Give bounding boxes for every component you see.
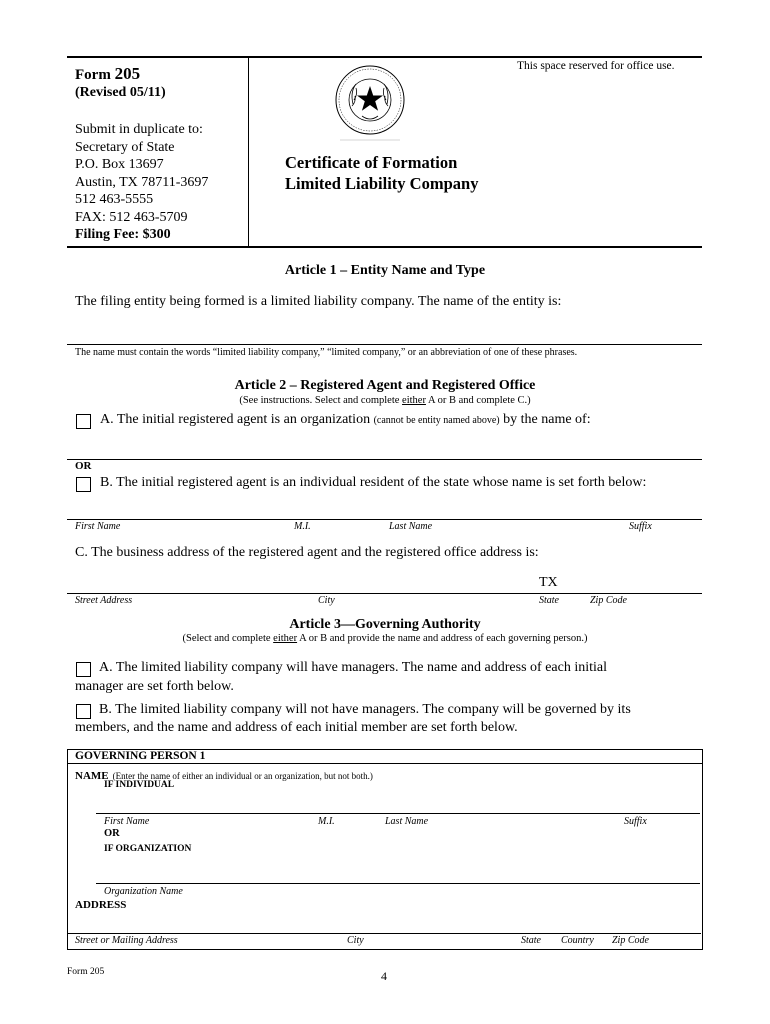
subheading-post: A or B and complete C.) bbox=[425, 395, 531, 406]
zip-label: Zip Code bbox=[590, 595, 627, 606]
subheading-pre: (Select and complete bbox=[182, 633, 274, 644]
entity-name-field[interactable] bbox=[67, 344, 702, 345]
address-line: 512 463-5555 bbox=[75, 192, 154, 207]
registered-address-field[interactable] bbox=[67, 593, 702, 594]
option-a-end: by the name of: bbox=[503, 412, 591, 427]
subheading-either: either bbox=[402, 395, 426, 406]
form-title bbox=[285, 152, 478, 194]
option-a-text bbox=[100, 412, 591, 428]
option-a-paren: (cannot be entity named above) bbox=[373, 415, 500, 426]
city-label: City bbox=[318, 595, 335, 606]
governing-person-title: GOVERNING PERSON 1 bbox=[75, 750, 206, 762]
form-number: 205 bbox=[114, 64, 141, 83]
gp-address-field[interactable] bbox=[68, 933, 701, 934]
state-value: TX bbox=[539, 575, 558, 590]
gp-or-label: OR bbox=[104, 828, 120, 839]
address-line: FAX: 512 463-5709 bbox=[75, 209, 188, 225]
gp-last-name-label: Last Name bbox=[385, 816, 429, 827]
mi-label: M.I. bbox=[294, 521, 311, 532]
office-use-note: This space reserved for office use. bbox=[517, 60, 675, 72]
agent-individual-checkbox[interactable] bbox=[76, 477, 91, 492]
gp-suffix-label: Suffix bbox=[624, 816, 647, 827]
filing-fee: Filing Fee: $300 bbox=[75, 227, 171, 242]
article2-subheading bbox=[0, 395, 770, 406]
article3-heading: Article 3—Governing Authority bbox=[289, 617, 481, 632]
gp-city-label: City bbox=[347, 935, 364, 946]
if-organization-label: IF ORGANIZATION bbox=[104, 844, 192, 854]
subheading-either: either bbox=[273, 633, 298, 644]
first-name-label: First Name bbox=[75, 521, 121, 532]
subheading-post: A or B and provide the name and address of each governing person.) bbox=[297, 633, 588, 644]
gp-country-label: Country bbox=[561, 935, 594, 946]
article2-heading: Article 2 – Registered Agent and Registered Office bbox=[234, 378, 536, 393]
gp-street-label: Street or Mailing Address bbox=[75, 935, 178, 946]
article1-note: The name must contain the words “limited liability company,” “limited company,” or an abbreviation of one of these phrases. bbox=[75, 347, 578, 358]
name-label: NAME bbox=[75, 770, 109, 782]
gp-zip-label: Zip Code bbox=[612, 935, 649, 946]
gp-mi-label: M.I. bbox=[318, 816, 335, 827]
page-number: 4 bbox=[381, 969, 387, 983]
option-a-line1: A. The limited liability company will have managers. The name and address of each initial bbox=[99, 660, 607, 675]
agent-name-field[interactable] bbox=[67, 519, 702, 520]
article1-statement: The filing entity being formed is a limited liability company. The name of the entity is: bbox=[75, 294, 562, 309]
gp-first-name-label: First Name bbox=[104, 816, 150, 827]
article1-heading: Article 1 – Entity Name and Type bbox=[284, 263, 486, 278]
organization-name-label: Organization Name bbox=[104, 886, 183, 897]
option-b-line1: B. The limited liability company will not have managers. The company will be governed by its bbox=[99, 702, 631, 717]
state-seal-icon bbox=[334, 60, 406, 144]
if-individual-label: IF INDIVIDUAL bbox=[104, 780, 175, 790]
members-checkbox[interactable] bbox=[76, 704, 91, 719]
gp-state-label: State bbox=[521, 935, 541, 946]
individual-name-field[interactable] bbox=[96, 813, 700, 814]
form-revised: (Revised 05/11) bbox=[75, 85, 166, 100]
form-label: Form bbox=[75, 67, 111, 83]
article3-subheading bbox=[0, 633, 770, 644]
option-b-line2: members, and the name and address of each initial member are set forth below. bbox=[75, 720, 518, 735]
street-address-label: Street Address bbox=[75, 595, 133, 606]
address-line: P.O. Box 13697 bbox=[75, 157, 164, 172]
state-label: State bbox=[539, 595, 559, 606]
or-label: OR bbox=[75, 460, 92, 472]
last-name-label: Last Name bbox=[389, 521, 433, 532]
subheading-pre: (See instructions. Select and complete bbox=[239, 395, 403, 406]
submit-intro: Submit in duplicate to: bbox=[75, 122, 203, 137]
address-label: ADDRESS bbox=[75, 899, 127, 911]
form-number-line bbox=[75, 64, 140, 84]
footer-form-ref: Form 205 bbox=[67, 967, 105, 977]
organization-name-field[interactable] bbox=[96, 883, 700, 884]
submit-block bbox=[75, 121, 208, 244]
address-line: Secretary of State bbox=[75, 139, 175, 155]
managers-checkbox[interactable] bbox=[76, 662, 91, 677]
option-a-main: A. The initial registered agent is an organization bbox=[100, 412, 371, 427]
name-note: (Enter the name of either an individual or an organization, but not both.) bbox=[112, 771, 373, 781]
title-line1: Certificate of Formation bbox=[285, 153, 458, 172]
option-c-text: C. The business address of the registered agent and the registered office address is: bbox=[75, 545, 539, 560]
agent-organization-field[interactable] bbox=[67, 459, 702, 460]
suffix-label: Suffix bbox=[629, 521, 652, 532]
title-line2: Limited Liability Company bbox=[285, 174, 479, 193]
address-line: Austin, TX 78711-3697 bbox=[75, 174, 209, 190]
option-b-text: B. The initial registered agent is an individual resident of the state whose name is set forth below: bbox=[100, 475, 647, 490]
option-a-line2: manager are set forth below. bbox=[75, 679, 234, 694]
agent-organization-checkbox[interactable] bbox=[76, 414, 91, 429]
